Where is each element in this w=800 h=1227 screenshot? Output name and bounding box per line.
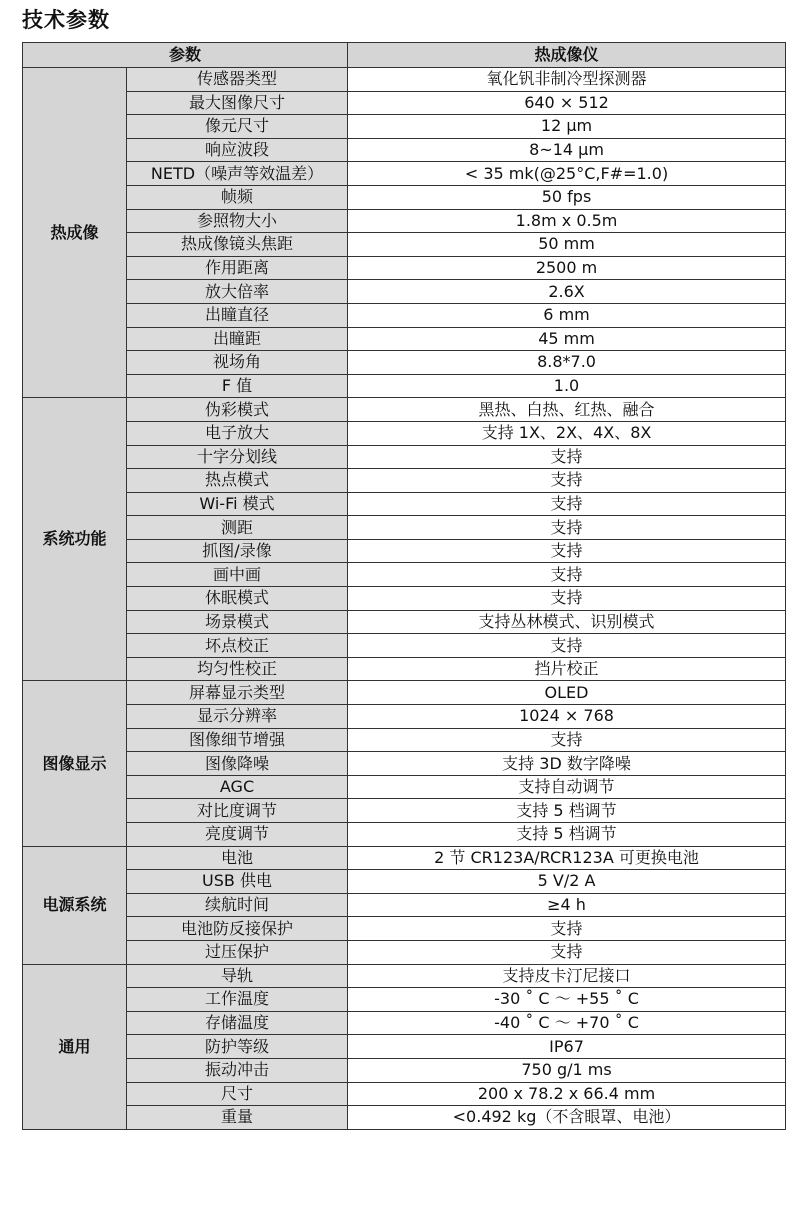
category-cell: 图像显示 [23,681,127,846]
table-row [23,492,786,516]
param-cell: 存储温度 [127,1011,348,1035]
value-cell: 12 μm [348,115,786,139]
param-cell: USB 供电 [127,870,348,894]
param-cell: 伪彩模式 [127,398,348,422]
param-cell: NETD（噪声等效温差） [127,162,348,186]
value-cell: ≥4 h [348,893,786,917]
param-cell: 热点模式 [127,469,348,493]
table-row [23,233,786,257]
value-cell: -30 ˚ C ～ +55 ˚ C [348,988,786,1012]
param-cell: 十字分划线 [127,445,348,469]
table-row [23,327,786,351]
table-row [23,138,786,162]
param-cell: 休眠模式 [127,587,348,611]
param-cell: 最大图像尺寸 [127,91,348,115]
table-row [23,870,786,894]
table-row [23,917,786,941]
value-cell: 640 × 512 [348,91,786,115]
param-column-header: 参数 [23,43,348,68]
param-cell: 过压保护 [127,940,348,964]
param-cell: F 值 [127,374,348,398]
table-row [23,115,786,139]
value-cell: 支持 [348,634,786,658]
value-cell: 50 mm [348,233,786,257]
param-cell: 电池 [127,846,348,870]
param-cell: 防护等级 [127,1035,348,1059]
table-row [23,1082,786,1106]
table-row [23,752,786,776]
param-cell: 工作温度 [127,988,348,1012]
value-cell: 氧化钒非制冷型探测器 [348,68,786,92]
category-cell: 电源系统 [23,846,127,964]
value-cell: 支持自动调节 [348,775,786,799]
table-row [23,964,786,988]
value-cell: 1.8m x 0.5m [348,209,786,233]
value-cell: 支持 [348,940,786,964]
param-cell: 视场角 [127,351,348,375]
value-cell: 8.8*7.0 [348,351,786,375]
value-cell: 支持 [348,516,786,540]
table-header-row [23,43,786,68]
value-cell: 1024 × 768 [348,705,786,729]
table-row [23,91,786,115]
param-cell: 电子放大 [127,421,348,445]
param-cell: 振动冲击 [127,1058,348,1082]
table-row [23,539,786,563]
table-row [23,1035,786,1059]
param-cell: 尺寸 [127,1082,348,1106]
value-cell: 750 g/1 ms [348,1058,786,1082]
table-row [23,657,786,681]
value-cell: 2.6X [348,280,786,304]
value-cell: 支持 [348,563,786,587]
value-cell: 1.0 [348,374,786,398]
param-cell: 热成像镜头焦距 [127,233,348,257]
value-cell: 45 mm [348,327,786,351]
table-row [23,516,786,540]
table-row [23,681,786,705]
table-row [23,445,786,469]
param-cell: 出瞳直径 [127,303,348,327]
value-cell: 支持 1X、2X、4X、8X [348,421,786,445]
value-cell: 支持 [348,587,786,611]
param-cell: AGC [127,775,348,799]
param-cell: 图像细节增强 [127,728,348,752]
param-cell: 均匀性校正 [127,657,348,681]
param-cell: 响应波段 [127,138,348,162]
spec-table-body [23,68,786,1130]
param-cell: 出瞳距 [127,327,348,351]
value-cell: 支持 [348,728,786,752]
value-cell: 支持 5 档调节 [348,799,786,823]
value-cell: 支持 [348,445,786,469]
table-row [23,988,786,1012]
value-cell: 支持皮卡汀尼接口 [348,964,786,988]
param-cell: 测距 [127,516,348,540]
param-cell: 电池防反接保护 [127,917,348,941]
page-title: 技术参数 [22,8,110,32]
param-cell: 坏点校正 [127,634,348,658]
param-cell: 亮度调节 [127,823,348,847]
table-row [23,587,786,611]
value-cell: 支持 [348,917,786,941]
value-cell: 5 V/2 A [348,870,786,894]
value-cell: 黑热、白热、红热、融合 [348,398,786,422]
param-cell: 放大倍率 [127,280,348,304]
category-cell: 热成像 [23,68,127,398]
param-cell: Wi-Fi 模式 [127,492,348,516]
table-row [23,209,786,233]
value-cell: 支持 [348,539,786,563]
param-cell: 重量 [127,1106,348,1130]
value-cell: 支持 [348,469,786,493]
param-cell: 抓图/录像 [127,539,348,563]
table-row [23,846,786,870]
param-cell: 帧频 [127,185,348,209]
param-cell: 像元尺寸 [127,115,348,139]
value-cell: 支持丛林模式、识别模式 [348,610,786,634]
value-cell: 挡片校正 [348,657,786,681]
category-cell: 系统功能 [23,398,127,681]
param-cell: 显示分辨率 [127,705,348,729]
table-row [23,705,786,729]
table-row [23,1106,786,1130]
table-row [23,563,786,587]
value-cell: -40 ˚ C ～ +70 ˚ C [348,1011,786,1035]
param-cell: 屏幕显示类型 [127,681,348,705]
value-cell: 50 fps [348,185,786,209]
param-cell: 对比度调节 [127,799,348,823]
table-row [23,280,786,304]
param-cell: 参照物大小 [127,209,348,233]
table-row [23,823,786,847]
table-row [23,421,786,445]
param-cell: 传感器类型 [127,68,348,92]
param-cell: 场景模式 [127,610,348,634]
category-cell: 通用 [23,964,127,1129]
value-column-header: 热成像仪 [348,43,786,68]
param-cell: 作用距离 [127,256,348,280]
table-row [23,351,786,375]
table-row [23,256,786,280]
table-row [23,893,786,917]
param-cell: 续航时间 [127,893,348,917]
table-row [23,374,786,398]
value-cell: OLED [348,681,786,705]
spec-table [22,42,786,1130]
table-row [23,398,786,422]
table-row [23,185,786,209]
value-cell: 支持 [348,492,786,516]
value-cell: 支持 3D 数字降噪 [348,752,786,776]
table-row [23,1058,786,1082]
value-cell: 支持 5 档调节 [348,823,786,847]
value-cell: 200 x 78.2 x 66.4 mm [348,1082,786,1106]
table-row [23,162,786,186]
value-cell: IP67 [348,1035,786,1059]
value-cell: 2500 m [348,256,786,280]
table-row [23,610,786,634]
value-cell: 2 节 CR123A/RCR123A 可更换电池 [348,846,786,870]
table-row [23,68,786,92]
value-cell: 8~14 μm [348,138,786,162]
table-row [23,303,786,327]
table-row [23,634,786,658]
table-row [23,469,786,493]
table-row [23,775,786,799]
value-cell: <0.492 kg（不含眼罩、电池） [348,1106,786,1130]
table-row [23,799,786,823]
table-row [23,1011,786,1035]
table-row [23,728,786,752]
param-cell: 导轨 [127,964,348,988]
param-cell: 图像降噪 [127,752,348,776]
table-row [23,940,786,964]
param-cell: 画中画 [127,563,348,587]
value-cell: 6 mm [348,303,786,327]
value-cell: < 35 mk(@25°C,F#=1.0) [348,162,786,186]
